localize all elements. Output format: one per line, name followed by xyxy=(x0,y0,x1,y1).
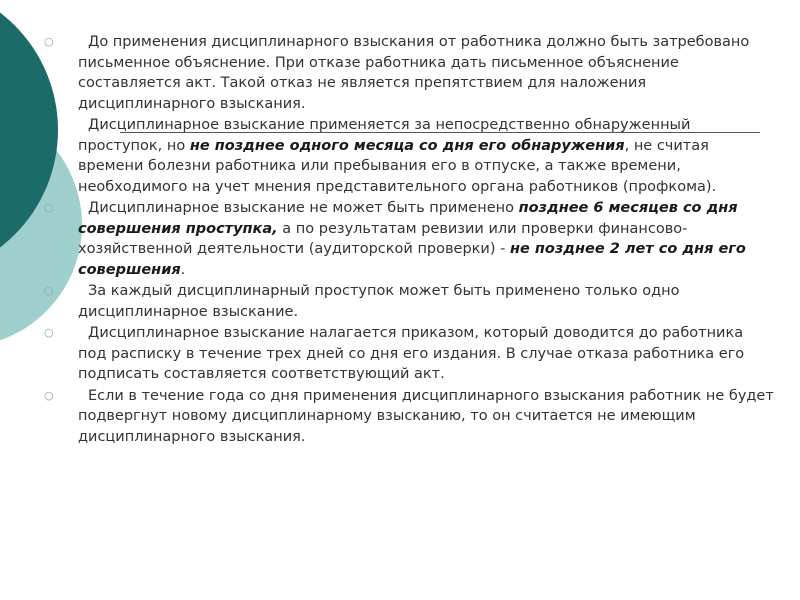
paragraph-text xyxy=(78,388,774,445)
bullet-marker-icon: ○ xyxy=(44,35,54,48)
text-segment: а по результатам ревизии или проверки финансово-хозяйственной деятельности (аудиторской проверки) - xyxy=(78,220,688,257)
paragraph-text xyxy=(78,200,746,278)
bullet-paragraph xyxy=(44,198,774,280)
text-segment: . xyxy=(180,261,186,278)
paragraph-text xyxy=(78,117,716,195)
emphasized-text: не позднее 2 лет со дня его совершения xyxy=(78,241,746,278)
bullet-paragraph xyxy=(44,115,774,197)
paragraph-text xyxy=(78,283,679,320)
text-segment: За каждый дисциплинарный проступок может быть применено только одно дисциплинарное взыскание. xyxy=(78,283,680,320)
bullet-marker-icon: ○ xyxy=(44,284,54,297)
text-segment: , не считая времени болезни работника или пребывания его в отпуске, а также времени, необходимого на учет мнения представительного органа работников (профкома). xyxy=(78,137,717,195)
bullet-marker-icon: ○ xyxy=(44,388,54,402)
bullet-paragraph xyxy=(44,386,774,448)
text-segment: Дисциплинарное взыскание налагается приказом, который доводится до работника под расписку в течение трех дней со дня его издания. В случае отказа работника его подписать составляется соответствующий акт. xyxy=(78,325,745,382)
text-segment: До применения дисциплинарного взыскания от работника должно быть затребовано письменное объяснение. При отказе работника дать письменное объяснение составляется акт. Такой отказ не является препятствием для наложения дисциплинарного взыскания. xyxy=(78,34,750,112)
paragraph-text xyxy=(78,325,744,382)
emphasized-text: позднее 6 месяцев со дня совершения проступка, xyxy=(78,200,738,237)
slide-content xyxy=(44,32,774,448)
bullet-paragraph xyxy=(44,32,774,114)
text-segment: Дисциплинарное взыскание не может быть применено xyxy=(88,200,519,216)
bullet-list xyxy=(44,32,774,447)
bullet-marker-icon: ○ xyxy=(44,201,54,214)
paragraph-text xyxy=(78,34,749,112)
bullet-paragraph xyxy=(44,323,774,385)
bullet-marker-icon: ○ xyxy=(44,326,54,339)
emphasized-text: не позднее одного месяца со дня его обнаружения xyxy=(189,137,625,154)
text-segment: Если в течение года со дня применения дисциплинарного взыскания работник не будет подвергнут новому дисциплинарному взысканию, то он считается не имеющим дисциплинарного взыскания. xyxy=(78,387,774,445)
text-segment: Дисциплинарное взыскание применяется за непосредственно обнаруженный проступок, но xyxy=(78,117,691,154)
bullet-paragraph xyxy=(44,281,774,322)
